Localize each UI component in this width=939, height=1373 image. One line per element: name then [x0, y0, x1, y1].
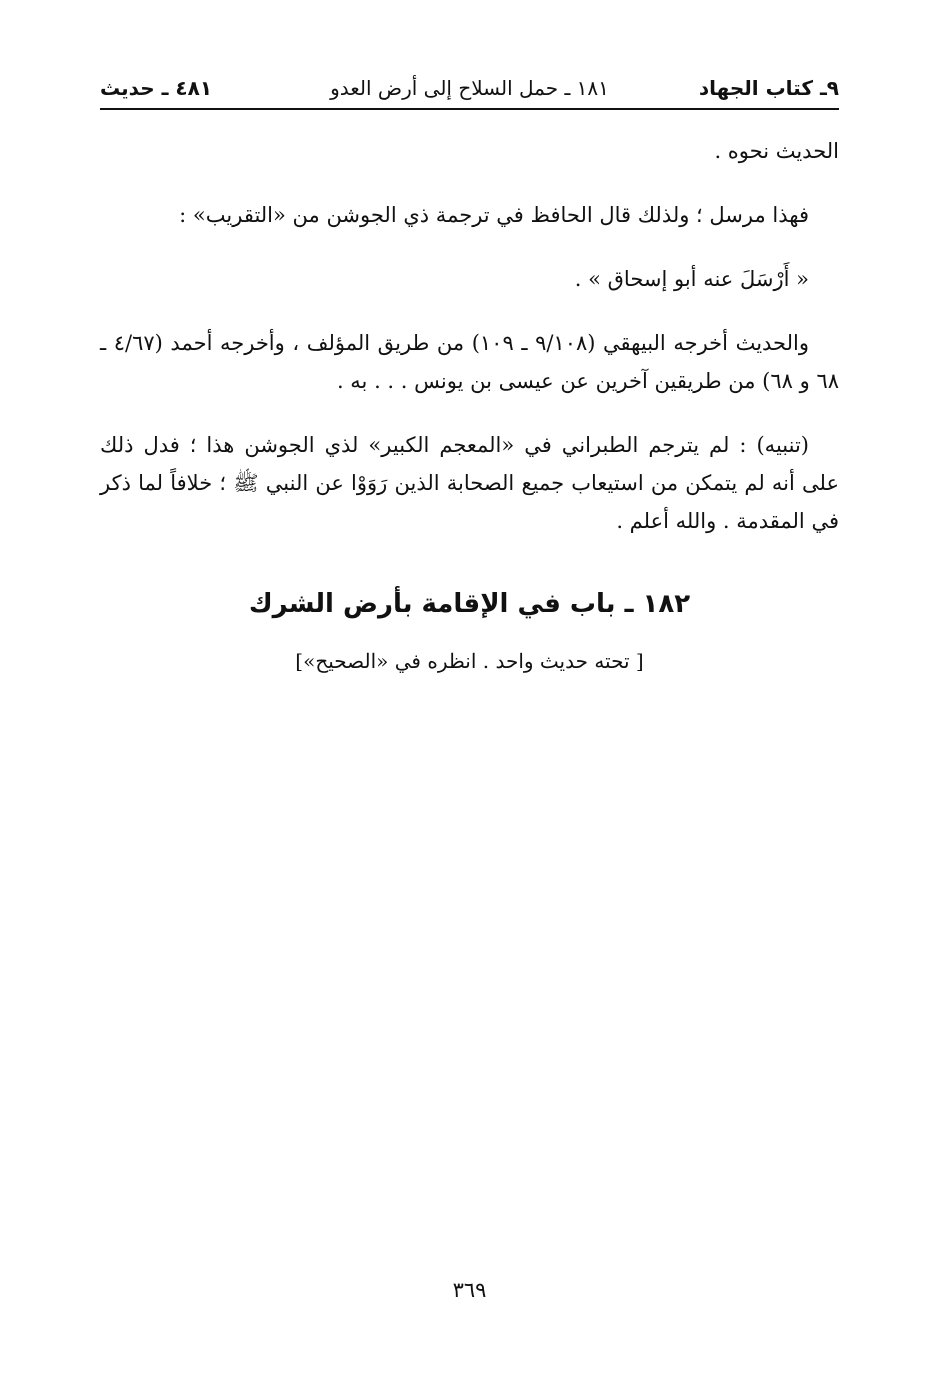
- header-chapter-title: ١٨١ ـ حمل السلاح إلى أرض العدو: [330, 76, 609, 100]
- section-note: [ تحته حديث واحد . انظره في «الصحيح»]: [295, 649, 644, 673]
- header-book-title: ٩ـ كتاب الجهاد: [698, 76, 839, 100]
- header-hadith-number: ٤٨١ ـ حديث: [100, 76, 213, 100]
- paragraph-1: الحديث نحوه .: [714, 139, 839, 163]
- body-text: [100, 132, 839, 540]
- running-header: [100, 70, 839, 110]
- paragraph-4: والحديث أخرجه البيهقي (٩/١٠٨ ـ ١٠٩) من طريق المؤلف ، وأخرجه أحمد (٤/٦٧ ـ ٦٨ و ٦٨) من طريقين آخرين عن عيسى بن يونس . . . به .: [100, 331, 839, 393]
- book-page: [100, 70, 839, 1330]
- paragraph-3: « أَرْسَلَ عنه أبو إسحاق » .: [574, 267, 809, 291]
- page-number: ٣٦٩: [452, 1278, 487, 1302]
- section-heading: ١٨٢ ـ باب في الإقامة بأرض الشرك: [248, 589, 691, 619]
- paragraph-2: فهذا مرسل ؛ ولذلك قال الحافظ في ترجمة ذي الجوشن من «التقريب» :: [179, 203, 809, 227]
- paragraph-5: (تنبيه) : لم يترجم الطبراني في «المعجم الكبير» لذي الجوشن هذا ؛ فدل ذلك على أنه لم يتمكن من استيعاب جميع الصحابة الذين رَوَوْا عن النبي ﷺ ؛ خلافاً لما ذكر في المقدمة . والله أعلم .: [100, 433, 839, 533]
